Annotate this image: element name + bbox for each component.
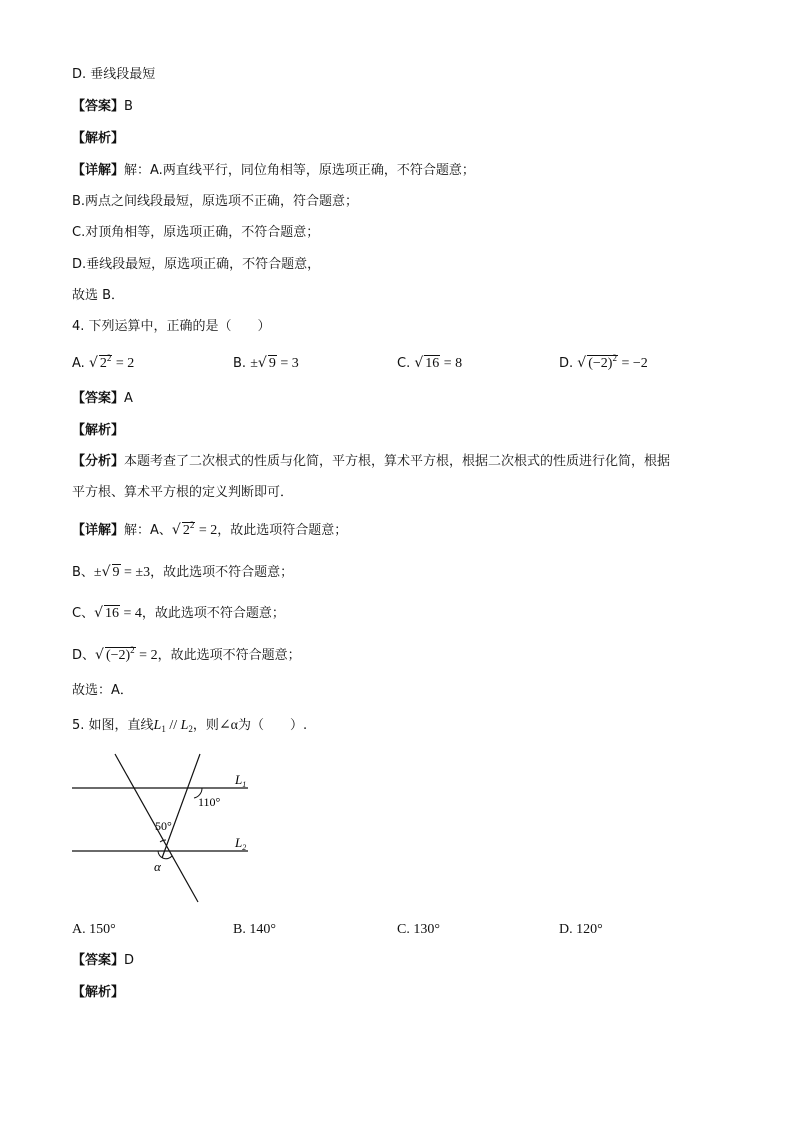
answer-value: B <box>124 99 133 114</box>
option-b-formula: ±√ 9 = 3 <box>250 355 299 371</box>
detail-suffix: ，故此选项不符合题意； <box>141 606 285 621</box>
answer-value: A <box>124 391 133 406</box>
stem-text: 为（ ）. <box>238 718 308 733</box>
detail-b-formula: ±√ 9 = ±3 <box>93 564 151 580</box>
option-label: A. <box>72 356 85 371</box>
q4-option-d[interactable] <box>559 354 648 373</box>
q3-detail-b: B.两点之间线段最短，原选项不正确，符合题意； <box>72 194 359 209</box>
option-label: C. <box>397 356 411 371</box>
detail-tag: 【详解】 <box>72 163 125 178</box>
detail-prefix: 解：A、 <box>124 523 172 538</box>
jiexi-tag: 【解析】 <box>72 131 125 146</box>
line-l1-ref: $L_1$ <box>153 718 166 734</box>
analysis-text: 本题考查了二次根式的性质与化简，平方根，算术平方根，根据二次根式的性质进行化简，根据 <box>124 454 671 469</box>
q4-analysis-1 <box>72 453 670 471</box>
option-c-formula: √ 16 = 8 <box>414 355 463 371</box>
answer-tag: 【答案】 <box>72 953 125 968</box>
q4-detail-a <box>72 521 347 540</box>
q4-detail-b <box>72 563 293 582</box>
detail-a-formula: √ $2^2 = 2$ <box>171 520 218 538</box>
stem-text: ，则 <box>192 718 219 733</box>
q5-stem <box>72 717 307 735</box>
q3-conclusion: 故选 B． <box>72 288 125 303</box>
detail-prefix: D、 <box>72 648 96 663</box>
q4-detail-c <box>72 604 285 623</box>
q4-stem: 4. 下列运算中，正确的是（ ） <box>72 319 271 334</box>
answer-value: D <box>124 953 135 968</box>
detail-tag: 【详解】 <box>72 523 125 538</box>
q5-option-a[interactable]: A. 150° <box>72 922 116 937</box>
jiexi-tag: 【解析】 <box>72 423 125 438</box>
label-50: 50° <box>155 819 172 833</box>
option-d-formula: √ $(-2)^2 = -2$ <box>577 353 648 371</box>
angle-alpha-ref: ∠α <box>218 718 239 733</box>
angle-arc-50 <box>160 840 166 842</box>
detail-suffix: ，故此选项不符合题意； <box>150 565 294 580</box>
parallel-lines-figure <box>60 750 270 910</box>
label-110: 110° <box>198 795 221 809</box>
q4-answer-line <box>72 390 133 408</box>
detail-suffix: ，故此选项不符合题意； <box>157 648 301 663</box>
detail-prefix: B、 <box>72 565 94 580</box>
q4-option-c[interactable] <box>397 354 462 373</box>
q4-analysis-2: 平方根、算术平方根的定义判断即可． <box>72 485 294 500</box>
label-alpha: α <box>154 859 161 874</box>
answer-tag: 【答案】 <box>72 99 125 114</box>
option-label: D. <box>559 356 574 371</box>
stem-text: 5. 如图，直线 <box>72 718 154 733</box>
q4-conclusion: 故选：A． <box>72 683 133 698</box>
line-l2-ref: $L_2$ <box>180 718 193 734</box>
detail-prefix: C、 <box>72 606 95 621</box>
option-a-formula: √ $2^2 = 2$ <box>88 353 135 371</box>
q3-detail-c: C.对顶角相等，原选项正确，不符合题意； <box>72 225 320 240</box>
q4-option-b[interactable] <box>233 354 299 373</box>
label-l2: $L_2$ <box>235 835 247 852</box>
q3-answer-line <box>72 98 133 116</box>
option-label: B. <box>233 356 247 371</box>
parallel-symbol: // <box>165 718 181 733</box>
transversal-short <box>162 754 200 858</box>
jiexi-tag: 【解析】 <box>72 985 125 1000</box>
label-l1: $L_1$ <box>235 772 247 789</box>
q3-detail-d: D.垂线段最短，原选项正确，不符合题意， <box>72 257 321 272</box>
q4-detail-d <box>72 646 301 665</box>
detail-d-formula: √ $(-2)^2 = 2$ <box>95 645 158 663</box>
q5-option-c[interactable]: C. 130° <box>397 922 440 937</box>
detail-suffix: ，故此选项符合题意； <box>217 523 348 538</box>
q5-option-d[interactable]: D. 120° <box>559 922 603 937</box>
answer-tag: 【答案】 <box>72 391 125 406</box>
q5-answer-line <box>72 952 134 970</box>
detail-c-formula: √ 16 = 4 <box>94 605 142 621</box>
analysis-tag: 【分析】 <box>72 454 125 469</box>
q3-detail-a <box>72 162 475 180</box>
detail-text: 解：A.两直线平行，同位角相等，原选项正确，不符合题意； <box>124 163 475 178</box>
q4-option-a[interactable] <box>72 354 134 373</box>
q3-option-d: D. 垂线段最短 <box>72 67 156 82</box>
q5-option-b[interactable]: B. 140° <box>233 922 276 937</box>
